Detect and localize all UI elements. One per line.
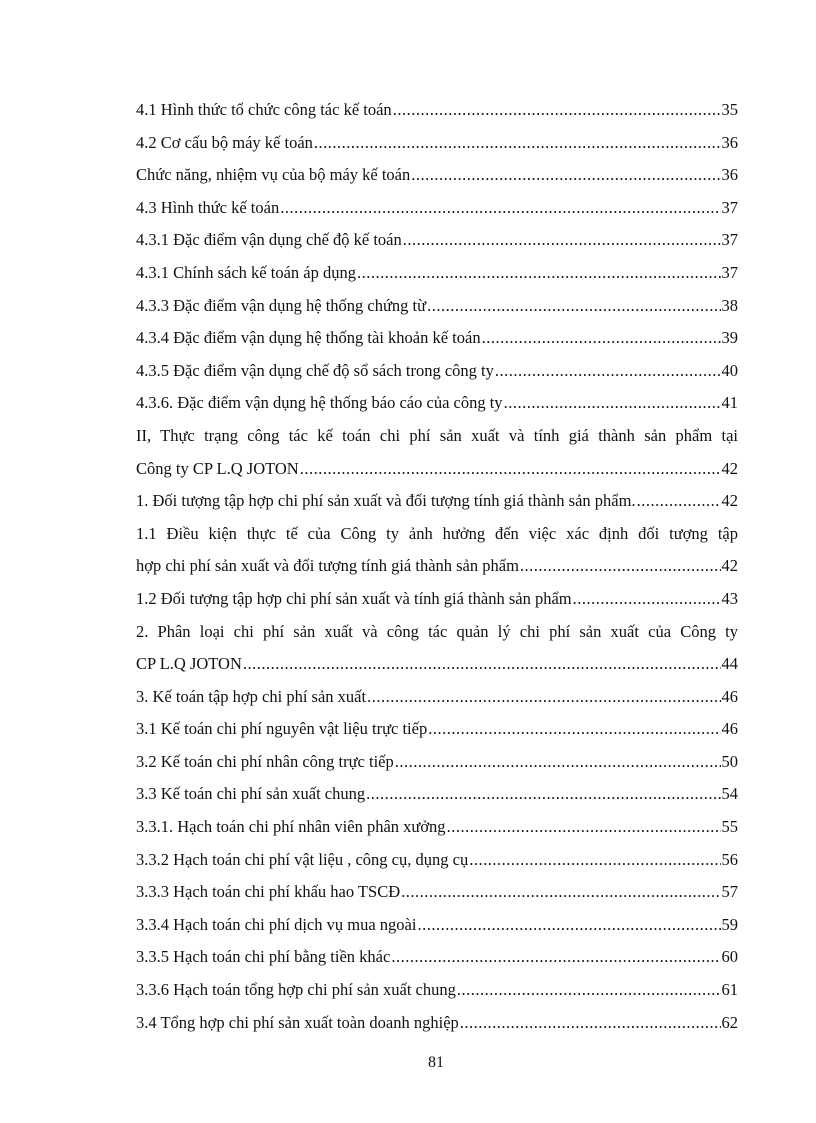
toc-entry-title: 3.4 Tổng hợp chi phí sản xuất toàn doanh nghiệp [136,1012,459,1032]
toc-entry[interactable] [136,94,738,127]
toc-entry-page-number: 42 [721,491,738,511]
toc-entry-page-number: 40 [721,360,738,380]
toc-entry-title: 4.3.3 Đặc điểm vận dụng hệ thống chứng từ [136,295,427,315]
toc-entry[interactable] [136,941,738,974]
dot-leader [411,159,720,192]
toc-entry-title: 4.3 Hình thức kế toán [136,197,280,217]
toc-entry-title: 3.3.6 Hạch toán tổng hợp chi phí sản xuất chung [136,980,456,1000]
table-of-contents [136,94,738,1039]
toc-entry-page-number: 37 [721,262,738,282]
toc-entry-page-number: 59 [721,914,738,934]
toc-entry-page-number: 46 [721,686,738,706]
toc-entry[interactable] [136,746,738,779]
toc-entry[interactable] [136,1007,738,1040]
toc-entry-page-number: 38 [721,295,738,315]
toc-entry[interactable] [136,127,738,160]
toc-entry-title: 3.3.2 Hạch toán chi phí vật liệu , công cụ, dụng cụ [136,849,469,869]
toc-entry-page-number: 41 [721,393,738,413]
toc-entry-page-number: 46 [721,719,738,739]
dot-leader [460,1007,721,1040]
toc-entry[interactable] [136,290,738,323]
page-number: 81 [428,1054,444,1071]
toc-entry-page-number: 54 [721,784,738,804]
dot-leader [366,778,720,811]
dot-leader [447,811,721,844]
toc-entry-page-number: 44 [721,654,738,674]
dot-leader [401,876,720,909]
toc-entry-page-number: 42 [721,458,738,478]
toc-entry-title: 4.1 Hình thức tổ chức công tác kế toán [136,100,392,119]
toc-entry-title: 3.3 Kế toán chi phí sản xuất chung [136,784,366,804]
dot-leader [469,844,720,877]
toc-entry-page-number: 39 [721,328,738,348]
toc-entry[interactable] [136,322,738,355]
toc-entry[interactable] [136,257,738,290]
toc-entry-page-number: 37 [721,197,738,217]
toc-entry-title: 3.3.5 Hạch toán chi phí bằng tiền khác [136,947,391,967]
dot-leader [403,224,721,257]
toc-entry-title: 4.3.4 Đặc điểm vận dụng hệ thống tài khoản kế toán [136,328,481,348]
toc-entry-title: Chức năng, nhiệm vụ của bộ máy kế toán [136,165,411,185]
toc-entry-page-number: 50 [721,751,738,771]
dot-leader [482,322,721,355]
toc-entry[interactable] [136,485,738,518]
toc-entry[interactable] [136,355,738,388]
toc-entry-title: 4.3.6. Đặc điểm vận dụng hệ thống báo cáo của công ty [136,393,503,413]
toc-entry-title: 3.3.4 Hạch toán chi phí dịch vụ mua ngoài [136,914,417,934]
dot-leader [280,192,720,225]
toc-entry[interactable] [136,909,738,942]
toc-entry[interactable] [136,778,738,811]
toc-entry-title-line[interactable]: II, Thực trạng công tác kế toán chi phí sản xuất và tính giá thành sản phẩm tại [136,425,738,445]
toc-entry-page-number: 61 [721,980,738,1000]
dot-leader [395,746,721,779]
toc-entry-title-line[interactable]: 2. Phân loại chi phí sản xuất và công tác quản lý chi phí sản xuất của Công ty [136,621,738,641]
toc-entry-title: 3.2 Kế toán chi phí nhân công trực tiếp [136,751,394,771]
toc-entry[interactable] [136,159,738,192]
toc-entry-title: 3. Kế toán tập hợp chi phí sản xuất [136,686,367,706]
toc-entry-page-number: 56 [721,849,738,869]
dot-leader [417,909,720,942]
toc-entry[interactable] [136,648,738,681]
toc-entry[interactable] [136,387,738,420]
dot-leader [357,257,721,290]
toc-entry[interactable] [136,224,738,257]
toc-entry[interactable] [136,681,738,714]
toc-entry[interactable] [136,811,738,844]
toc-entry-page-number: 36 [721,132,738,152]
toc-entry-title: 4.2 Cơ cấu bộ máy kế toán [136,132,313,152]
dot-leader [393,94,721,127]
toc-entry-title: Công ty CP L.Q JOTON [136,458,299,478]
dot-leader [300,453,721,486]
dot-leader [243,648,721,681]
toc-entry-page-number: 37 [721,230,738,250]
toc-entry[interactable] [136,713,738,746]
toc-entry-title: 3.1 Kế toán chi phí nguyên vật liệu trực tiếp [136,719,428,739]
toc-entry[interactable] [136,453,738,486]
toc-entry[interactable] [136,192,738,225]
toc-entry-title: 4.3.5 Đặc điểm vận dụng chế độ sổ sách trong công ty [136,360,494,380]
toc-entry-page-number: 36 [721,165,738,185]
toc-entry-page-number: 42 [721,556,738,576]
toc-entry-page-number: 35 [721,100,738,119]
toc-entry-title: 1.2 Đối tượng tập hợp chi phí sản xuất và tính giá thành sản phẩm [136,588,572,608]
toc-entry[interactable] [136,974,738,1007]
toc-entry[interactable] [136,876,738,909]
toc-entry-title: CP L.Q JOTON [136,654,242,674]
toc-entry-title: 1. Đối tượng tập hợp chi phí sản xuất và đối tượng tính giá thành sản phẩm. [136,491,636,511]
dot-leader [573,583,721,616]
toc-entry[interactable] [136,550,738,583]
dot-leader [428,713,720,746]
dot-leader [495,355,721,388]
dot-leader [367,681,720,714]
dot-leader [637,485,721,518]
toc-entry-page-number: 43 [721,588,738,608]
toc-entry-page-number: 55 [721,817,738,837]
toc-entry-title: 4.3.1 Đặc điểm vận dụng chế độ kế toán [136,230,402,250]
toc-entry-title: hợp chi phí sản xuất và đối tượng tính giá thành sản phẩm [136,556,519,576]
dot-leader [504,387,721,420]
dot-leader [520,550,721,583]
toc-entry-title: 3.3.3 Hạch toán chi phí khấu hao TSCĐ [136,882,401,902]
dot-leader [314,127,721,160]
toc-entry-title-line[interactable]: 1.1 Điều kiện thực tế của Công ty ảnh hưởng đến việc xác định đối tượng tập [136,523,738,543]
toc-entry[interactable] [136,844,738,877]
dot-leader [427,290,720,323]
dot-leader [391,941,720,974]
dot-leader [457,974,721,1007]
toc-entry-page-number: 62 [721,1012,738,1032]
toc-entry-page-number: 57 [721,882,738,902]
toc-entry-title: 4.3.1 Chính sách kế toán áp dụng [136,262,356,282]
toc-entry-title: 3.3.1. Hạch toán chi phí nhân viên phân xưởng [136,817,446,837]
toc-entry[interactable] [136,583,738,616]
toc-entry-page-number: 60 [721,947,738,967]
